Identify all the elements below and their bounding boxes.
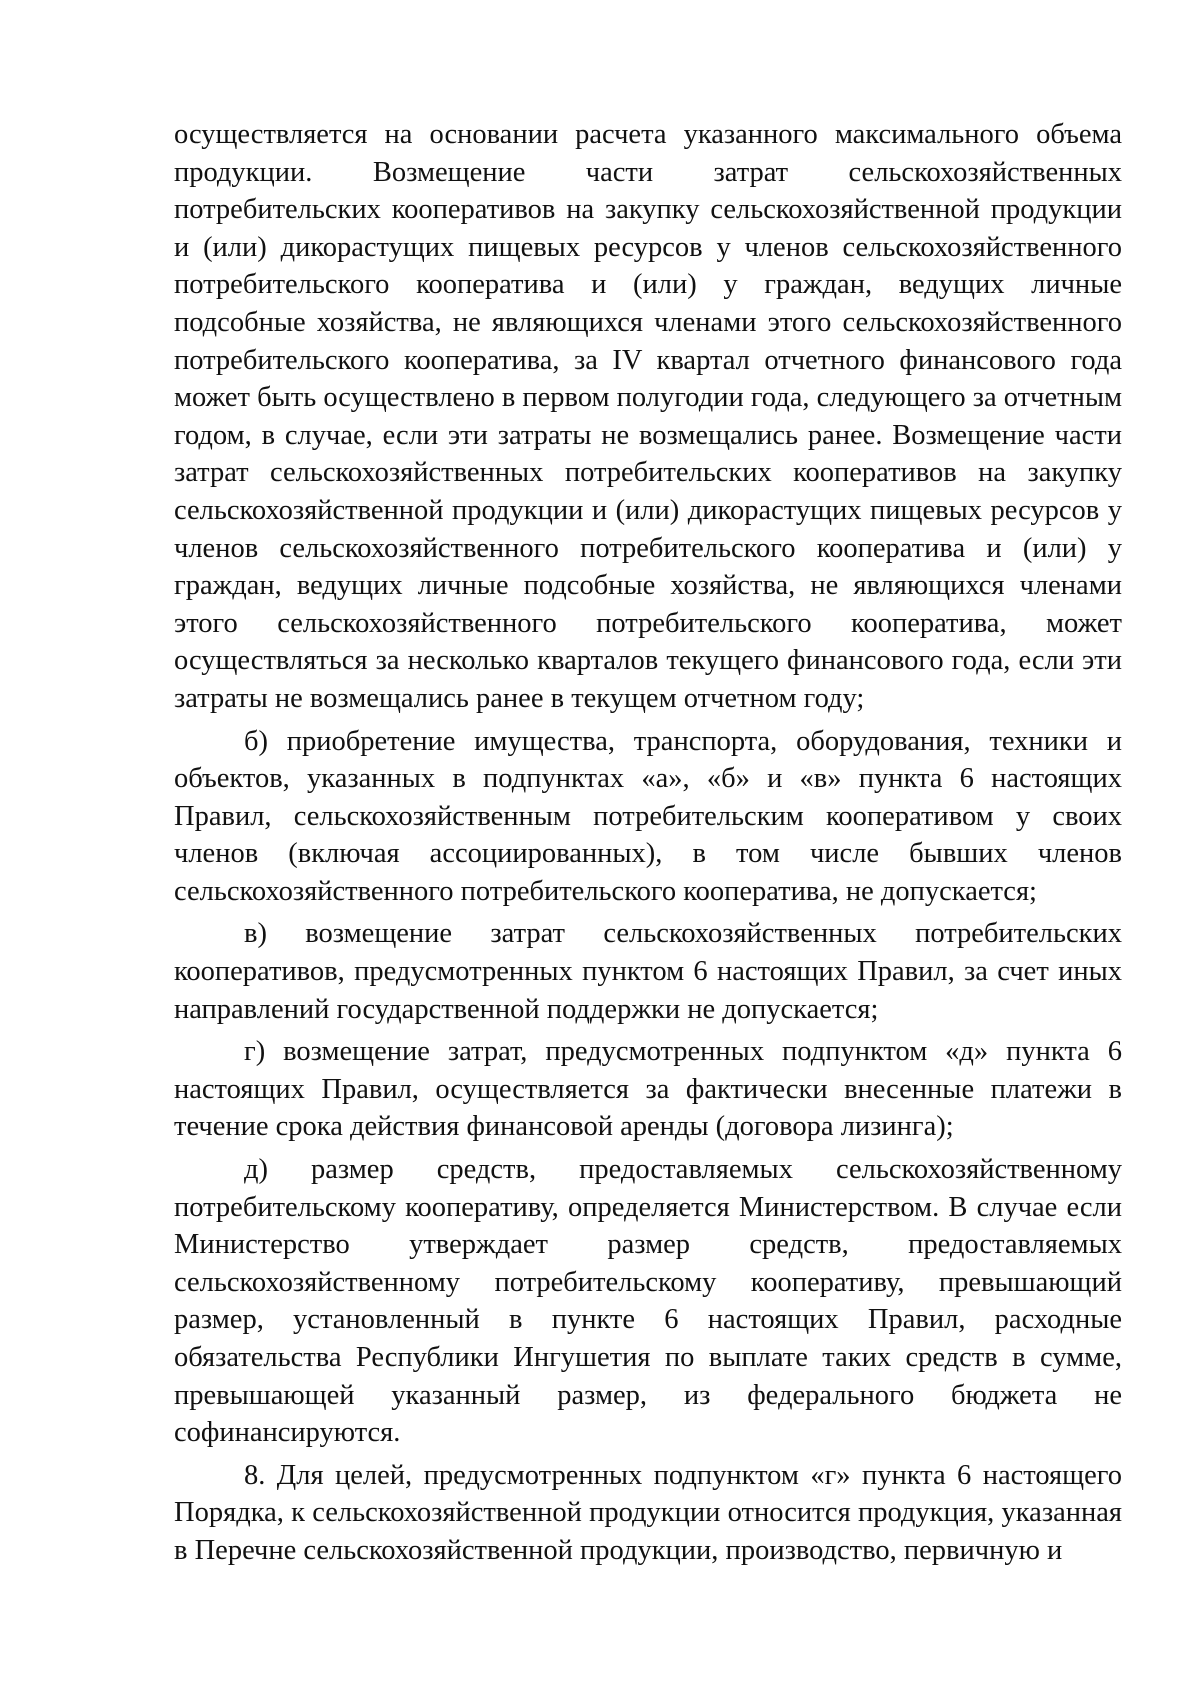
- paragraph-subitem-g: г) возмещение затрат, предусмотренных подпунктом «д» пункта 6 настоящих Правил, осуществляется за фактически внесенные платежи в течение срока действия финансовой аренды (договора лизинга);: [174, 1036, 1122, 1143]
- paragraph-subitem-d: д) размер средств, предоставляемых сельскохозяйственному потребительскому кооперативу, определяется Министерством. В случае если Министерство утверждает размер средств, предоставляемых сельскохозяйственному потребительскому кооперативу, превышающий размер, установленный в пункте 6 настоящих Правил, расходные обязательства Республики Ингушетия по выплате таких средств в сумме, превышающей указанный размер, из федерального бюджета не софинансируются.: [174, 1154, 1122, 1449]
- paragraph-item-8: 8. Для целей, предусмотренных подпунктом «г» пункта 6 настоящего Порядка, к сельскохозяйственной продукции относится продукция, указанная в Перечне сельскохозяйственной продукции, производство, первичную и: [174, 1459, 1122, 1566]
- paragraph-continuation: осуществляется на основании расчета указанного максимального объема продукции. Возмещение части затрат сельскохозяйственных потребительских кооперативов на закупку сельскохозяйственной продукции и (или) дикорастущих пищевых ресурсов у членов сельскохозяйственного потребительского кооператива и (или) у граждан, ведущих личные подсобные хозяйства, не являющихся членами этого сельскохозяйственного потребительского кооператива, за IV квартал отчетного финансового года может быть осуществлено в первом полугодии года, следующего за отчетным годом, в случае, если эти затраты не возмещались ранее. Возмещение части затрат сельскохозяйственных потребительских кооперативов на закупку сельскохозяйственной продукции и (или) дикорастущих пищевых ресурсов у членов сельскохозяйственного потребительского кооператива и (или) у граждан, ведущих личные подсобные хозяйства, не являющихся членами этого сельскохозяйственного потребительского кооператива, может осуществляться за несколько кварталов текущего финансового года, если эти затраты не возмещались ранее в текущем отчетном году;: [174, 119, 1123, 714]
- paragraph-subitem-v: в) возмещение затрат сельскохозяйственных потребительских кооперативов, предусмотренных пунктом 6 настоящих Правил, за счет иных направлений государственной поддержки не допускается;: [174, 918, 1122, 1025]
- document-body: [174, 116, 1122, 1570]
- paragraph-subitem-b: б) приобретение имущества, транспорта, оборудования, техники и объектов, указанных в подпунктах «а», «б» и «в» пункта 6 настоящих Правил, сельскохозяйственным потребительским кооперативом у своих членов (включая ассоциированных), в том числе бывших членов сельскохозяйственного потребительского кооператива, не допускается;: [174, 725, 1122, 907]
